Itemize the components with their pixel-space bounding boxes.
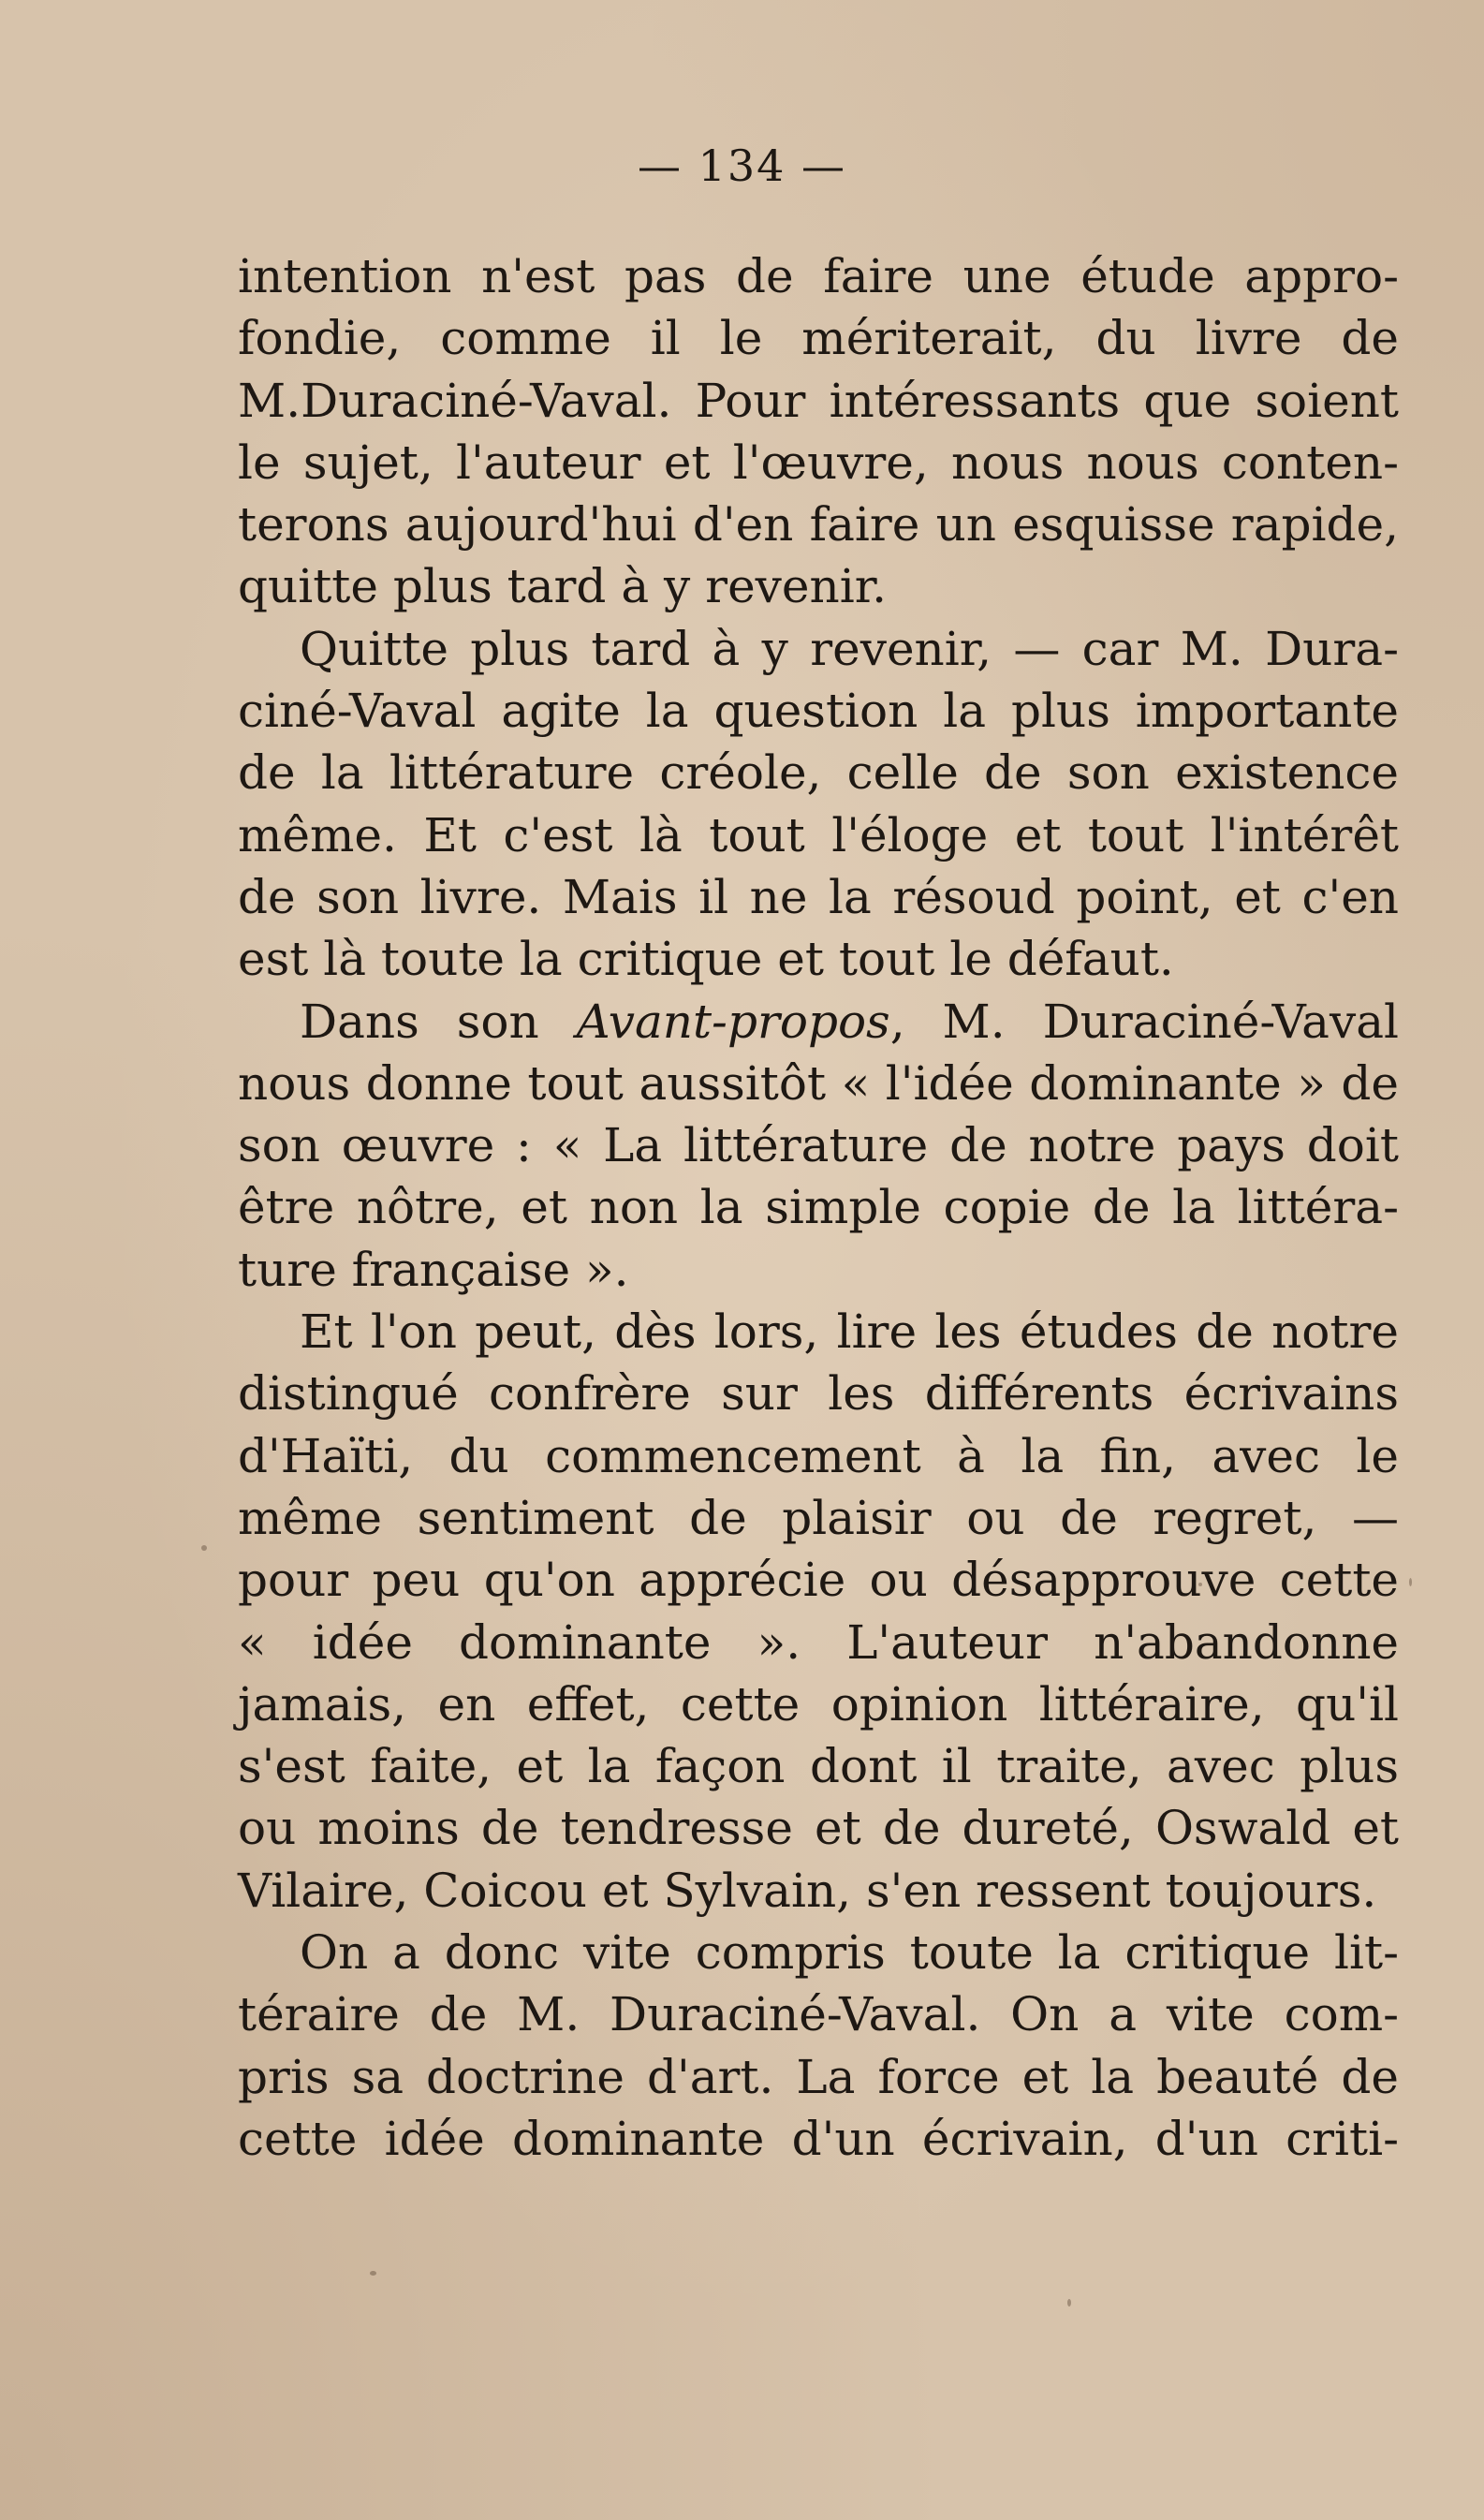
text-line: terons aujourd'hui d'en faire un esquisse rapide, [238,497,1399,553]
text-line: quitte plus tard à y revenir. [238,559,887,614]
text-line: ciné-Vaval agite la question la plus importante [238,684,1399,739]
text-line: même sentiment de plaisir ou de regret, — [238,1490,1399,1545]
text-line: est là toute la critique et tout le défaut. [238,932,1174,987]
text-line: d'Haïti, du commencement à la fin, avec le [238,1428,1399,1483]
page-number: — 134 — [637,140,847,191]
text-line: être nôtre, et non la simple copie de la littéra- [238,1180,1399,1235]
paragraph-start: Quitte plus tard à y revenir, — car M. Dura- [300,621,1399,676]
text-line: même. Et c'est là tout l'éloge et tout l'intérêt [238,807,1399,862]
text-line: cette idée dominante d'un écrivain, d'un criti- [238,2111,1399,2166]
text-line: M.Duraciné-Vaval. Pour intéressants que soient [238,373,1399,428]
italic-title: Avant-propos [576,994,890,1049]
text-line: intention n'est pas de faire une étude appro- [238,249,1399,303]
paragraph-start-with-title [238,991,1399,1053]
text-fragment: , M. Duraciné-Vaval [889,994,1399,1049]
text-line: nous donne tout aussitôt « l'idée dominante » de [238,1055,1399,1111]
paragraph-start: On a donc vite compris toute la critique lit- [300,1925,1399,1981]
text-line: Vilaire, Coicou et Sylvain, s'en ressent toujours. [238,1863,1377,1918]
body-text [238,245,1399,2170]
text-line: « idée dominante ». L'auteur n'abandonne [238,1614,1399,1670]
text-line: ou moins de tendresse et de dureté, Oswald et [238,1801,1399,1856]
text-line: de la littérature créole, celle de son existence [238,745,1399,801]
text-line: ture française ». [238,1242,629,1297]
paragraph-start: Et l'on peut, dès lors, lire les études de notre [300,1304,1399,1360]
text-line: fondie, comme il le mériterait, du livre de [238,311,1399,366]
text-fragment: Dans son [300,994,577,1049]
text-line: pour peu qu'on apprécie ou désapprouve cette [238,1553,1399,1608]
text-line: téraire de M. Duraciné-Vaval. On a vite com- [238,1987,1399,2042]
text-line: son œuvre : « La littérature de notre pays doit [238,1118,1399,1173]
text-line: s'est faite, et la façon dont il traite, avec plus [238,1739,1399,1794]
text-line: jamais, en effet, cette opinion littéraire, qu'il [238,1676,1399,1732]
text-line: distingué confrère sur les différents écrivains [238,1366,1399,1422]
text-line: de son livre. Mais il ne la résoud point, et c'en [238,869,1399,924]
text-line: pris sa doctrine d'art. La force et la beauté de [238,2049,1399,2104]
text-line: le sujet, l'auteur et l'œuvre, nous nous conten- [238,435,1399,490]
